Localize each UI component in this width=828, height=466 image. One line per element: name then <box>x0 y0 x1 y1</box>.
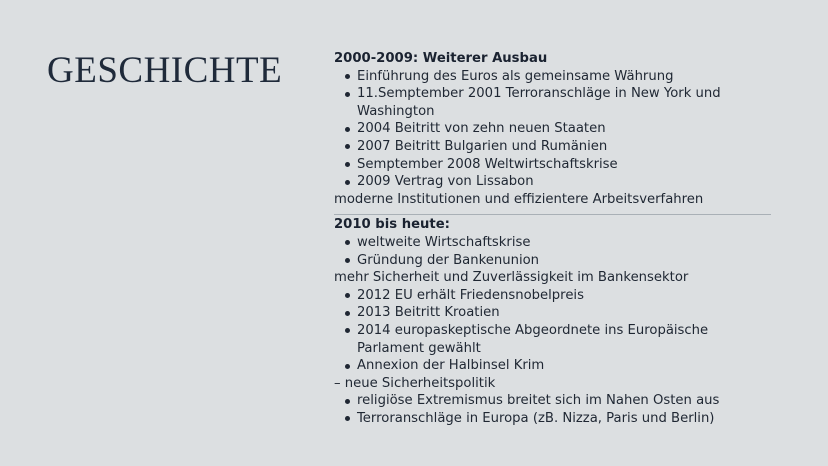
bullet-list-2010-c <box>334 392 774 427</box>
list-item: Semptember 2008 Weltwirtschaftskrise <box>334 156 774 174</box>
content-column <box>334 50 774 427</box>
list-item: weltweite Wirtschaftskrise <box>334 234 774 252</box>
section-note: moderne Institutionen und effizientere Arbeitsverfahren <box>334 191 704 207</box>
bullet-list-2010-a <box>334 234 774 269</box>
list-item: 2014 europaskeptische Abgeordnete ins Europäische Parlament gewählt <box>334 322 774 357</box>
list-item: Gründung der Bankenunion <box>334 252 774 270</box>
list-item: 2004 Beitritt von zehn neuen Staaten <box>334 120 774 138</box>
page-title: GESCHICHTE <box>47 50 283 91</box>
section-note: mehr Sicherheit und Zuverlässigkeit im Bankensektor <box>334 270 689 286</box>
list-item: religiöse Extremismus breitet sich im Nahen Osten aus <box>334 392 774 410</box>
bullet-list-2010-b <box>334 287 774 375</box>
list-item: 11.Semptember 2001 Terroranschläge in New York und Washington <box>334 85 774 120</box>
divider <box>334 214 771 215</box>
list-item: 2009 Vertrag von Lissabon <box>334 173 774 191</box>
list-item: 2007 Beitritt Bulgarien und Rumänien <box>334 138 774 156</box>
list-item: Annexion der Halbinsel Krim <box>334 357 774 375</box>
list-item: Einführung des Euros als gemeinsame Währung <box>334 68 774 86</box>
section-heading-2010-heute: 2010 bis heute: <box>334 217 450 233</box>
list-item: Terroranschläge in Europa (zB. Nizza, Paris und Berlin) <box>334 410 774 428</box>
bullet-list-2000-2009 <box>334 68 774 191</box>
list-item: 2012 EU erhält Friedensnobelpreis <box>334 287 774 305</box>
section-note: – neue Sicherheitspolitik <box>334 375 496 391</box>
section-heading-2000-2009: 2000-2009: Weiterer Ausbau <box>334 51 548 66</box>
list-item: 2013 Beitritt Kroatien <box>334 304 774 322</box>
